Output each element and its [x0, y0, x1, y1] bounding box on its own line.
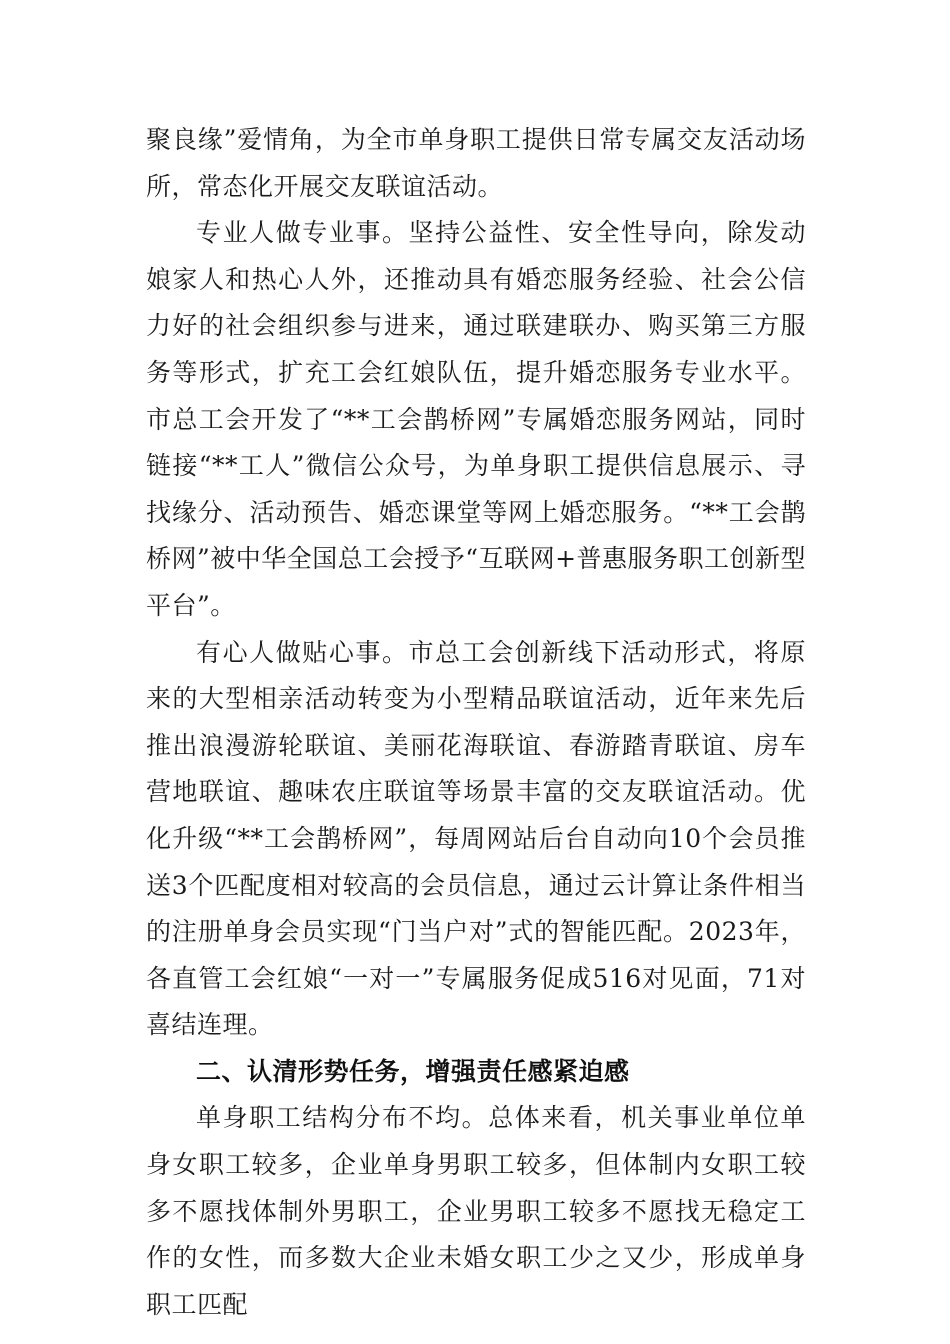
paragraph-structure-imbalance: 单身职工结构分布不均。总体来看，机关事业单位单身女职工较多，企业单身男职工较多，但体制内女职工较多不愿找体制外男职工，企业男职工较多不愿找无稳定工作的女性，而多数大企业未婚女职工少之又少，形成单身职工匹配	[146, 1103, 806, 1319]
paragraph-continued: 聚良缘”爱情角，为全市单身职工提供日常专属交友活动场所，常态化开展交友联谊活动。	[146, 125, 806, 201]
section-heading: 二、认清形势任务，增强责任感紧迫感	[196, 1056, 630, 1086]
paragraph-caring-service: 有心人做贴心事。市总工会创新线下活动形式，将原来的大型相亲活动转变为小型精品联谊活动，近年来先后推出浪漫游轮联谊、美丽花海联谊、春游踏青联谊、房车营地联谊、趣味农庄联谊等场景丰富的交友联谊活动。优化升级“**工会鹊桥网”，每周网站后台自动向10个会员推送3个匹配度相对较高的会员信息，通过云计算让条件相当的注册单身会员实现“门当户对”式的智能匹配。2023年，各直管工会红娘“一对一”专属服务促成516对见面，71对喜结连理。	[146, 637, 806, 1040]
paragraph-professional-service: 专业人做专业事。坚持公益性、安全性导向，除发动娘家人和热心人外，还推动具有婚恋服务经验、社会公信力好的社会组织参与进来，通过联建联办、购买第三方服务等形式，扩充工会红娘队伍，提升婚恋服务专业水平。市总工会开发了“**工会鹊桥网”专属婚恋服务网站，同时链接“**工人”微信公众号，为单身职工提供信息展示、寻找缘分、活动预告、婚恋课堂等网上婚恋服务。“**工会鹊桥网”被中华全国总工会授予“互联网+普惠服务职工创新型平台”。	[146, 218, 807, 620]
body-text	[146, 117, 806, 1328]
